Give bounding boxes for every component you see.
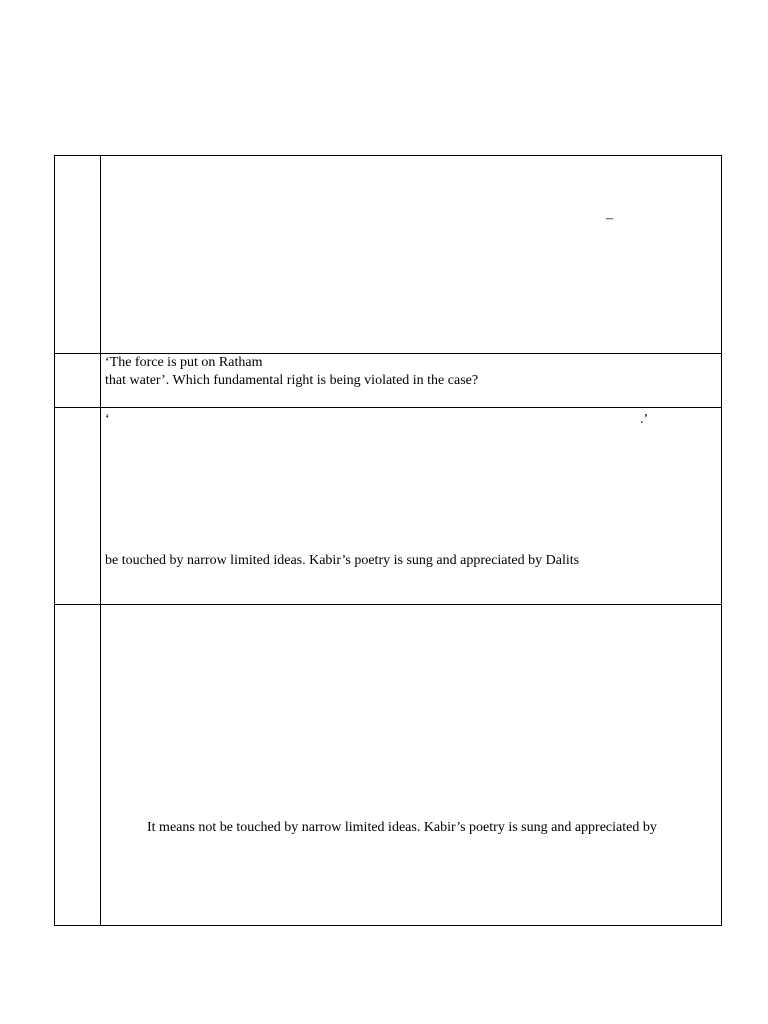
- question-number-cell: [55, 156, 101, 353]
- question-number-cell: [55, 354, 101, 407]
- question-text-cell: [100, 156, 721, 353]
- dash-mark: –: [606, 211, 613, 226]
- question-line: that water’. Which fundamental right is being violated in the case?: [105, 373, 479, 388]
- question-text-cell: [100, 354, 721, 407]
- table-row: [55, 353, 721, 407]
- table-row: [55, 407, 721, 604]
- question-line: ‘The force is put on Ratham: [105, 355, 263, 370]
- question-text-cell: [100, 408, 721, 604]
- opening-quote: ‘: [105, 412, 110, 427]
- question-table: [54, 155, 722, 926]
- question-number-cell: [55, 605, 101, 925]
- question-text-cell: [100, 605, 721, 925]
- question-number-cell: [55, 408, 101, 604]
- table-row: [55, 604, 721, 925]
- closing-quote: .’: [640, 412, 649, 427]
- answer-line: be touched by narrow limited ideas. Kabir’s poetry is sung and appreciated by Dalits: [105, 553, 580, 568]
- table-row: [55, 156, 721, 353]
- answer-line: It means not be touched by narrow limited ideas. Kabir’s poetry is sung and appreciated by: [147, 820, 657, 835]
